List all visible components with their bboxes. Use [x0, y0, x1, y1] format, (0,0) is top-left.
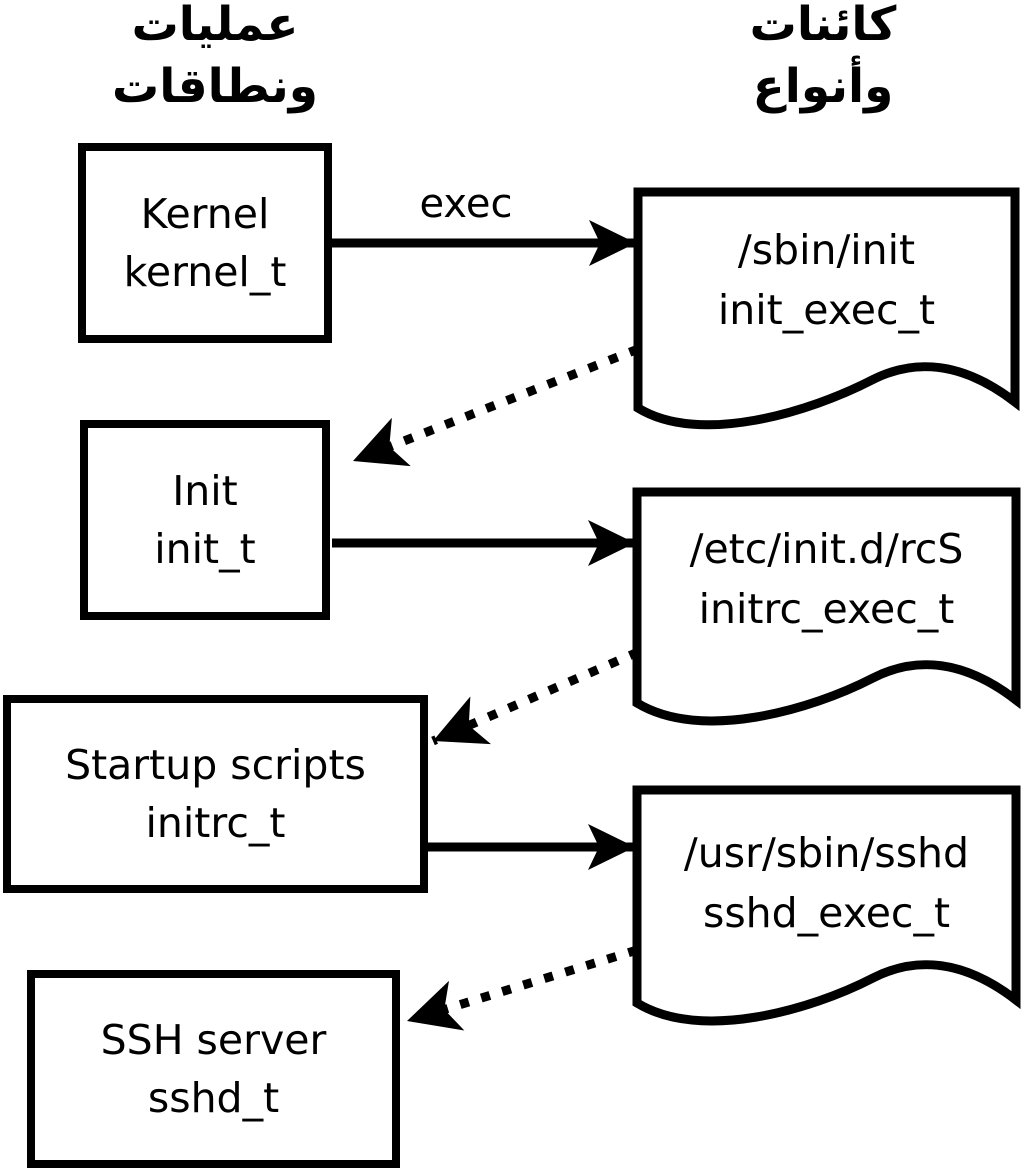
header-objects-line2: وأنواع	[752, 59, 894, 114]
transition-arrow-sbin-init-to-init	[353, 349, 638, 461]
process-domain-type: sshd_t	[147, 1074, 280, 1122]
column-header-objects-types	[668, 0, 978, 118]
exec-arrow-label: exec	[419, 181, 513, 227]
object-label-usr-sbin-sshd	[637, 790, 1016, 975]
object-file-type: initrc_exec_t	[698, 584, 955, 633]
object-path: /etc/init.d/rcS	[689, 524, 964, 573]
process-box-init	[80, 420, 330, 620]
object-path: /sbin/init	[737, 226, 916, 274]
header-processes-line2: ونطاقات	[112, 59, 318, 114]
process-domain-type: initrc_t	[145, 799, 286, 847]
process-name: Init	[172, 467, 238, 515]
header-objects-line1: كائنات	[749, 0, 897, 52]
process-domain-type: kernel_t	[123, 248, 287, 296]
transition-arrow-rcs-to-startup	[433, 652, 638, 741]
process-box-startup-scripts	[3, 695, 428, 893]
object-file-type: init_exec_t	[717, 286, 936, 334]
process-name: Startup scripts	[65, 741, 366, 789]
header-processes-line1: عمليات	[131, 0, 299, 52]
process-domain-type: init_t	[154, 525, 256, 573]
process-box-ssh-server	[27, 970, 400, 1168]
column-header-processes-domains	[60, 0, 370, 118]
process-name: Kernel	[140, 190, 270, 238]
object-label-etc-initd-rcs	[637, 492, 1016, 665]
process-box-kernel	[78, 143, 332, 343]
object-file-type: sshd_exec_t	[702, 888, 951, 937]
object-label-sbin-init	[638, 192, 1015, 368]
process-name: SSH server	[100, 1016, 327, 1064]
object-path: /usr/sbin/sshd	[683, 828, 970, 877]
transition-arrow-sshd-to-sshserver	[407, 950, 637, 1021]
